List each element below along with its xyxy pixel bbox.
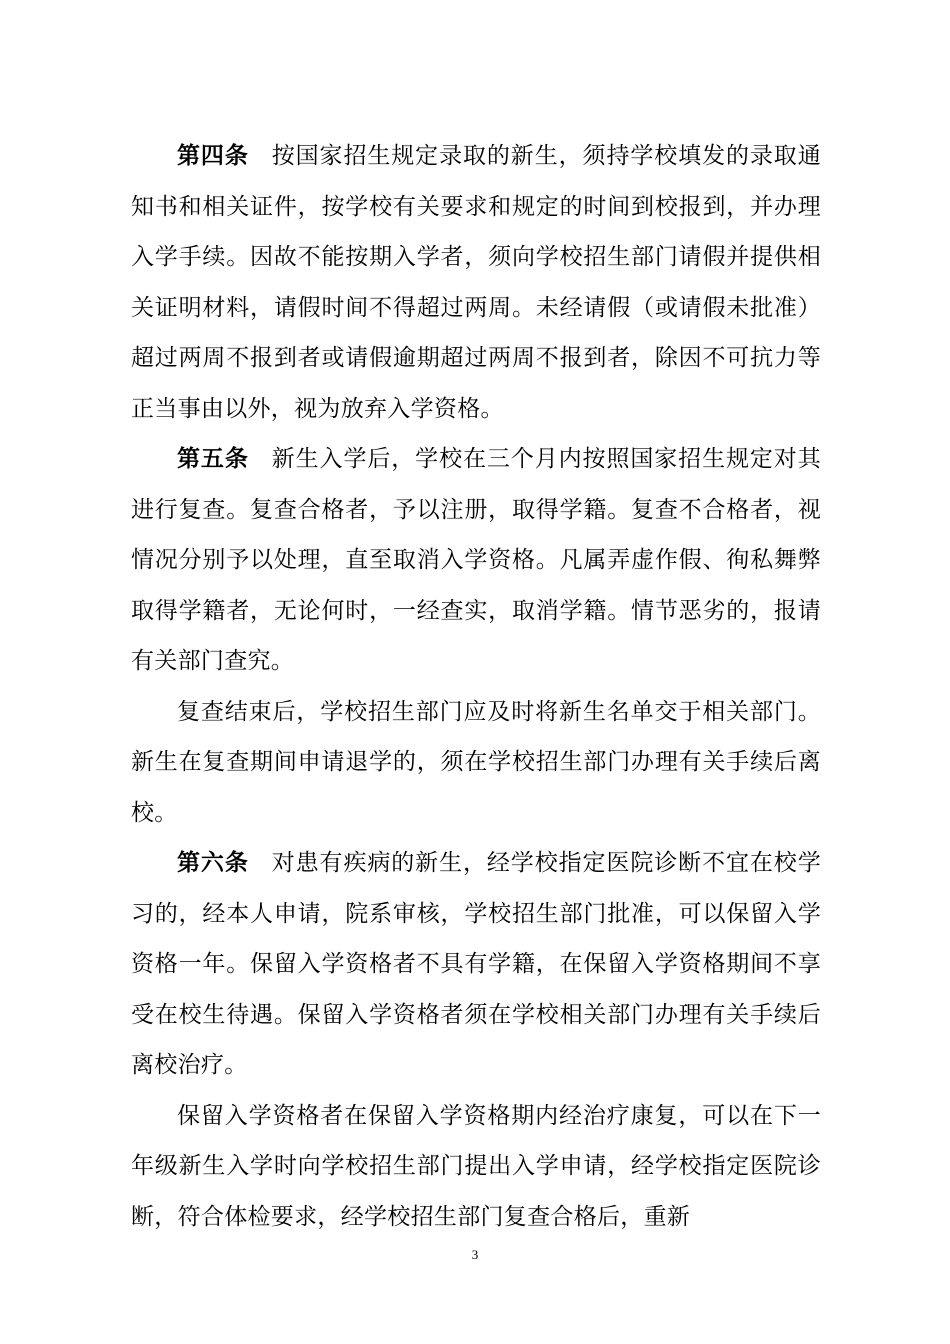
review-text: 复查结束后，学校招生部门应及时将新生名单交于相关部门。新生在复查期间申请退学的，须在学校招生部门办理有关手续后离校。 bbox=[131, 698, 821, 826]
retention-paragraph bbox=[131, 1091, 821, 1243]
article-6-text: 对患有疾病的新生，经学校指定医院诊断不宜在校学习的，经本人申请，院系审核，学校招生部门批准，可以保留入学资格一年。保留入学资格者不具有学籍，在保留入学资格期间不享受在校生待遇。保留入学资格者须在学校相关部门办理有关手续后离校治疗。 bbox=[131, 850, 821, 1078]
article-5-paragraph bbox=[131, 434, 821, 687]
article-6-paragraph bbox=[131, 838, 821, 1091]
page-number: 3 bbox=[471, 1247, 479, 1262]
review-paragraph bbox=[131, 687, 821, 839]
article-5-label: 第五条 bbox=[177, 445, 249, 472]
article-4-text: 按国家招生规定录取的新生，须持学校填发的录取通知书和相关证件，按学校有关要求和规定的时间到校报到，并办理入学手续。因故不能按期入学者，须向学校招生部门请假并提供相关证明材料，请假时间不得超过两周。未经请假（或请假未批准）超过两周不报到者或请假逾期超过两周不报到者，除因不可抗力等正当事由以外，视为放弃入学资格。 bbox=[131, 143, 821, 422]
article-6-label: 第六条 bbox=[177, 849, 249, 876]
article-4-paragraph bbox=[131, 131, 821, 434]
article-4-label: 第四条 bbox=[177, 142, 249, 169]
retention-text: 保留入学资格者在保留入学资格期内经治疗康复，可以在下一年级新生入学时向学校招生部门提出入学申请，经学校指定医院诊断，符合体检要求，经学校招生部门复查合格后，重新 bbox=[131, 1102, 821, 1230]
article-5-text: 新生入学后，学校在三个月内按照国家招生规定对其进行复查。复查合格者，予以注册，取得学籍。复查不合格者，视情况分别予以处理，直至取消入学资格。凡属弄虚作假、徇私舞弊取得学籍者，无论何时，一经查实，取消学籍。情节恶劣的，报请有关部门查究。 bbox=[131, 446, 821, 674]
document-body bbox=[131, 131, 821, 1242]
